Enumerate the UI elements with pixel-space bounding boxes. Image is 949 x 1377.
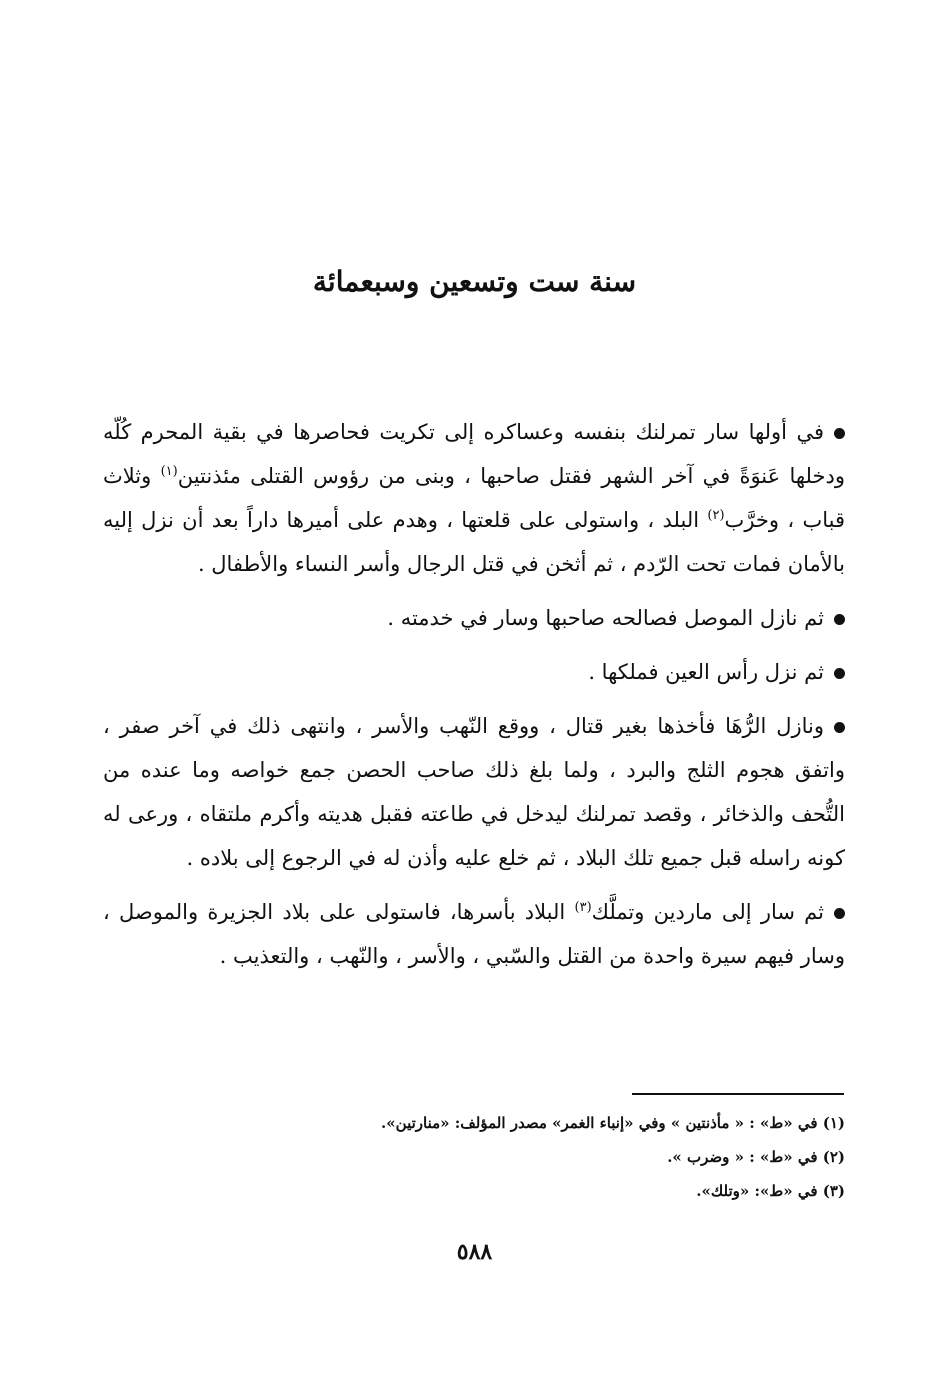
- paragraph-text: ثم نزل رأس العين فملكها .: [588, 660, 824, 684]
- page-title: سنة ست وتسعين وسبعمائة: [312, 265, 637, 298]
- paragraph-4: [103, 704, 845, 880]
- footnote-ref: (٢): [707, 508, 725, 523]
- footnotes: [103, 1106, 845, 1208]
- bullet-icon: [834, 668, 845, 679]
- page-number: ٥٨٨: [456, 1239, 493, 1265]
- paragraph-text: البلاد بأسرها، فاستولى على بلاد الجزيرة والموصل ، وسار فيهم سيرة واحدة من القتل والسّبي ، والأسر ، والنّهب ، والتعذيب .: [103, 900, 845, 968]
- footnote-ref: (٣): [574, 900, 592, 915]
- footnote-3: (٣) في «ط»: «وتلك».: [696, 1182, 845, 1200]
- paragraph-text: ثم سار إلى ماردين وتملَّك: [591, 900, 824, 924]
- bullet-icon: [834, 722, 845, 733]
- paragraph-2: [103, 596, 845, 640]
- footnote-1: (١) في «ط» : « مأذنتين » وفي «إنباء الغمر» مصدر المؤلف: «منارتين».: [381, 1114, 845, 1132]
- paragraph-text: ونازل الرُّهَا فأخذها بغير قتال ، ووقع النّهب والأسر ، وانتهى ذلك في آخر صفر ، واتفق هجوم الثلج والبرد ، ولما بلغ ذلك صاحب الحصن جمع خواصه وما عنده من التُّحف والذخائر ، وقصد تمرلنك ليدخل في طاعته فقبل هديته وأكرم ملتقاه ، ورعى له كونه راسله قبل جميع تلك البلاد ، ثم خلع عليه وأذن له في الرجوع إلى بلاده .: [103, 714, 845, 870]
- footnote-2: (٢) في «ط» : « وضرب ».: [667, 1148, 845, 1166]
- paragraph-3: [103, 650, 845, 694]
- paragraph-text: ثم نازل الموصل فصالحه صاحبها وسار في خدمته .: [387, 606, 824, 630]
- footnote-ref: (١): [160, 464, 178, 479]
- paragraph-text: وثلاث قباب ، وخرَّب: [103, 464, 845, 532]
- paragraph-text: البلد ، واستولى على قلعتها ، وهدم على أميرها داراً بعد أن نزل إليه بالأمان فمات تحت الرّدم ، ثم أثخن في قتل الرجال وأسر النساء والأطفال .: [103, 508, 845, 576]
- footnote-divider: [632, 1093, 844, 1095]
- bullet-icon: [834, 908, 845, 919]
- paragraph-1: [103, 410, 845, 586]
- bullet-icon: [834, 428, 845, 439]
- paragraph-5: [103, 890, 845, 978]
- bullet-icon: [834, 614, 845, 625]
- paragraph-text: في أولها سار تمرلنك بنفسه وعساكره إلى تكريت فحاصرها في بقية المحرم كُلّه ودخلها عَنوَةً في آخر الشهر فقتل صاحبها ، وبنى من رؤوس القتلى مئذنتين: [103, 420, 845, 488]
- main-text: [103, 410, 845, 988]
